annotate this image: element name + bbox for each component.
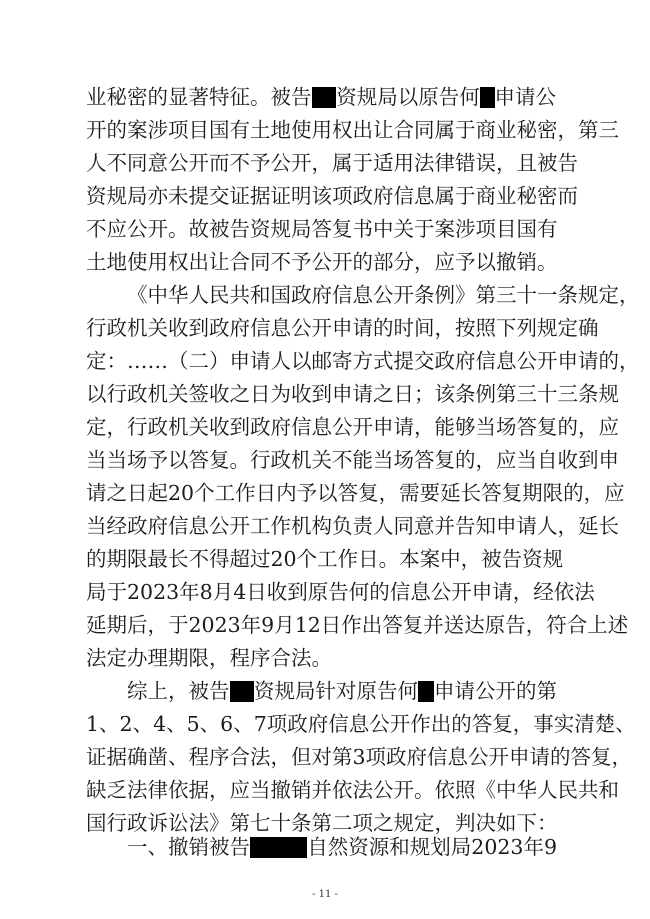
text-line: 延期后，于2023年9月12日作出答复并送达原告，符合上述 — [86, 613, 629, 637]
text-line: 当当场予以答复。行政机关不能当场答复的，应当自收到申 — [86, 448, 619, 472]
text-line: 业秘密的显著特征。被告 资规局以原告何 申请公 — [86, 85, 556, 109]
text-line: 国行政诉讼法》第七十条第二项之规定，判决如下： — [86, 811, 558, 835]
text-line: 行政机关收到政府信息公开申请的时间，按照下列规定确 — [86, 316, 599, 340]
text-line: 缺乏法律依据，应当撤销并依法公开。依照《中华人民共和 — [86, 778, 619, 802]
redaction-block — [230, 681, 254, 702]
text-line: 定，行政机关收到政府信息公开申请，能够当场答复的，应 — [86, 415, 619, 439]
text-line: 资规局亦未提交证据证明该项政府信息属于商业秘密而 — [86, 184, 578, 208]
text-line: 综上，被告 资规局针对原告何 申请公开的第 — [127, 679, 557, 703]
text-line: 当经政府信息公开工作机构负责人同意并告知申请人，延长 — [86, 514, 619, 538]
text-line: 局于2023年8月4日收到原告何 的信息公开申请，经依法 — [86, 580, 595, 604]
text-line: 开的案涉项目国有土地使用权出让合同属于商业秘密，第三 — [86, 118, 619, 142]
text-line: 一、撤销被告 自然资源和规划局2023年9 — [127, 835, 557, 859]
text-line: 不应公开。故被告 资规局答复书中关于案涉项目国有 — [86, 217, 558, 241]
page-number: - 11 - — [312, 889, 338, 900]
redaction-block — [312, 87, 337, 108]
text-line: 定：……（二）申请人以邮寄方式提交政府信息公开申请的， — [86, 349, 640, 373]
text-line: 请之日起20个工作日内予以答复，需要延长答复期限的，应 — [86, 481, 625, 505]
text-line: 1、2、4、5、6、7项政府信息公开作出的答复，事实清楚、 — [86, 712, 636, 736]
text-line: 人不同意公开而不予公开，属于适用法律错误，且被告 — [86, 151, 578, 175]
text-line: 的期限最长不得超过20个工作日。本案中，被告 资规 — [86, 547, 564, 571]
text-line: 土地使用权出让合同不予公开的部分，应予以撤销。 — [86, 250, 558, 274]
redaction-block — [250, 837, 307, 858]
text-line: 证据确凿、程序合法，但对第3项政府信息公开申请的答复， — [86, 745, 633, 769]
text-line: 以行政机关签收之日为收到申请之日；该条例第三十三条规 — [86, 382, 619, 406]
text-line: 《中华人民共和国政府信息公开条例》第三十一条规定， — [127, 283, 640, 307]
text-line: 法定办理期限，程序合法。 — [86, 646, 332, 670]
redaction-block — [418, 681, 434, 702]
redaction-block — [480, 87, 495, 108]
